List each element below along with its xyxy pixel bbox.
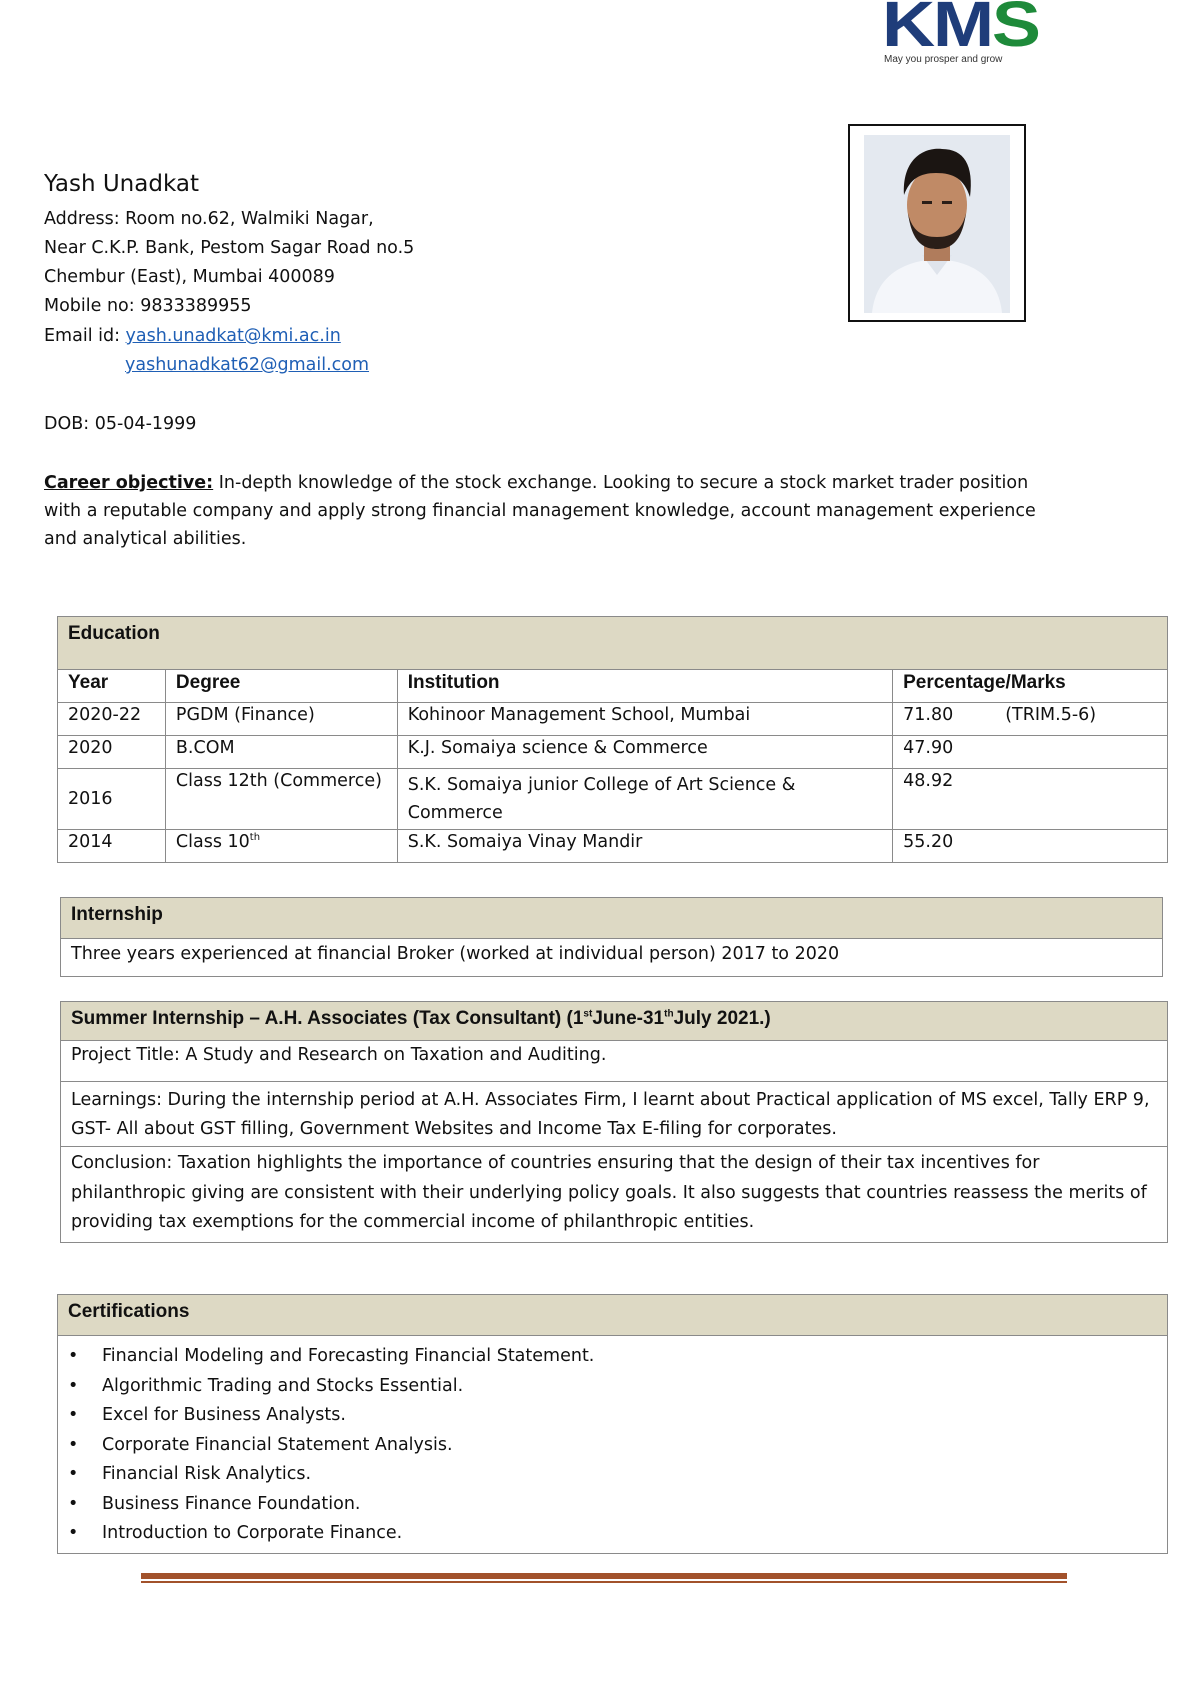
certifications-table [57,1294,1168,1554]
column-header-year: Year [58,670,166,703]
column-header-degree: Degree [165,670,397,703]
logo-mark: KMS [882,0,1039,60]
list-item: • Financial Risk Analytics. [102,1460,1157,1490]
summer-title-sup-2: th [664,1008,674,1020]
marks-value: 71.80 [903,705,954,725]
cell-marks: 47.90 [893,736,1168,769]
column-header-institution: Institution [397,670,892,703]
cell-degree: B.COM [165,736,397,769]
cell-institution: Kohinoor Management School, Mumbai [397,703,892,736]
career-objective-label: Career objective: [44,473,214,493]
footer-rule [141,1573,1067,1579]
column-header-marks: Percentage/Marks [893,670,1168,703]
cell-institution: K.J. Somaiya science & Commerce [397,736,892,769]
date-of-birth: DOB: 05-04-1999 [44,414,197,434]
table-row [58,830,1168,863]
internship-title: Internship [61,898,1163,939]
cell-institution: S.K. Somaiya junior College of Art Science & Commerce [397,769,892,830]
profile-photo [848,124,1026,322]
list-item: • Business Finance Foundation. [102,1490,1157,1520]
certifications-list [68,1342,1157,1549]
cell-degree: PGDM (Finance) [165,703,397,736]
degree-sup: th [249,832,261,844]
summer-title-part-b: June-31 [592,1008,665,1029]
marks-note: (TRIM.5-6) [1005,705,1097,725]
certifications-list-cell [58,1336,1168,1554]
table-row [58,703,1168,736]
internship-table [60,897,1163,977]
list-item: • Algorithmic Trading and Stocks Essential. [102,1372,1157,1402]
address-line-2: Near C.K.P. Bank, Pestom Sagar Road no.5 [44,238,415,258]
mobile-number: Mobile no: 9833389955 [44,296,252,316]
cell-marks: 48.92 [893,769,1168,830]
logo-tagline: May you prosper and grow [884,54,1003,65]
list-item: • Financial Modeling and Forecasting Financial Statement. [102,1342,1157,1372]
kms-logo [882,0,1039,70]
cell-degree [165,830,397,863]
internship-text: Three years experienced at financial Broker (worked at individual person) 2017 to 2020 [61,939,1163,977]
career-objective [44,469,1054,553]
summer-internship-title [61,1002,1168,1041]
cell-year: 2014 [58,830,166,863]
summer-internship-table [60,1001,1168,1243]
project-title: Project Title: A Study and Research on Taxation and Auditing. [61,1041,1168,1082]
email-link-1[interactable]: yash.unadkat@kmi.ac.in [125,326,341,346]
cell-year: 2020-22 [58,703,166,736]
table-row [58,769,1168,830]
summer-title-part-a: Summer Internship – A.H. Associates (Tax Consultant) (1 [71,1008,584,1029]
summer-title-part-c: July 2021.) [673,1008,771,1029]
education-title: Education [58,617,1168,670]
address-line-3: Chembur (East), Mumbai 400089 [44,267,335,287]
person-photo-icon [864,135,1010,313]
cell-year: 2020 [58,736,166,769]
education-table [57,616,1168,863]
career-objective-text: In-depth knowledge of the stock exchange. Looking to secure a stock market trader position with a reputable company and apply strong financial management knowledge, account management experience and analytical abilities. [44,473,1036,549]
list-item: • Excel for Business Analysts. [102,1401,1157,1431]
email-row [44,326,341,346]
email-label: Email id: [44,326,126,346]
list-item: • Corporate Financial Statement Analysis. [102,1431,1157,1461]
email-link-2[interactable] [125,355,369,375]
degree-text: Class 10 [175,832,250,852]
candidate-name: Yash Unadkat [44,171,199,197]
learnings-text: Learnings: During the internship period at A.H. Associates Firm, I learnt about Practical application of MS excel, Tally ERP 9, GST- All about GST filling, Government Websites and Income Tax E-filing for corporates. [61,1082,1168,1147]
cell-year: 2016 [58,769,166,830]
conclusion-text: Conclusion: Taxation highlights the importance of countries ensuring that the design of their tax incentives for philanthropic giving are consistent with their underlying policy goals. It also suggests that countries reassess the merits of providing tax exemptions for the commercial income of philanthropic entities. [61,1147,1168,1243]
table-row [58,736,1168,769]
cell-institution: S.K. Somaiya Vinay Mandir [397,830,892,863]
summer-title-sup-1: st [583,1008,593,1020]
footer-rule-thin [141,1581,1067,1583]
cell-degree: Class 12th (Commerce) [165,769,397,830]
cell-marks [893,703,1168,736]
address-line-1: Address: Room no.62, Walmiki Nagar, [44,209,374,229]
cell-marks: 55.20 [893,830,1168,863]
email-link-2-text[interactable]: yashunadkat62@gmail.com [125,355,370,375]
certifications-title: Certifications [58,1295,1168,1336]
list-item: • Introduction to Corporate Finance. [102,1519,1157,1549]
